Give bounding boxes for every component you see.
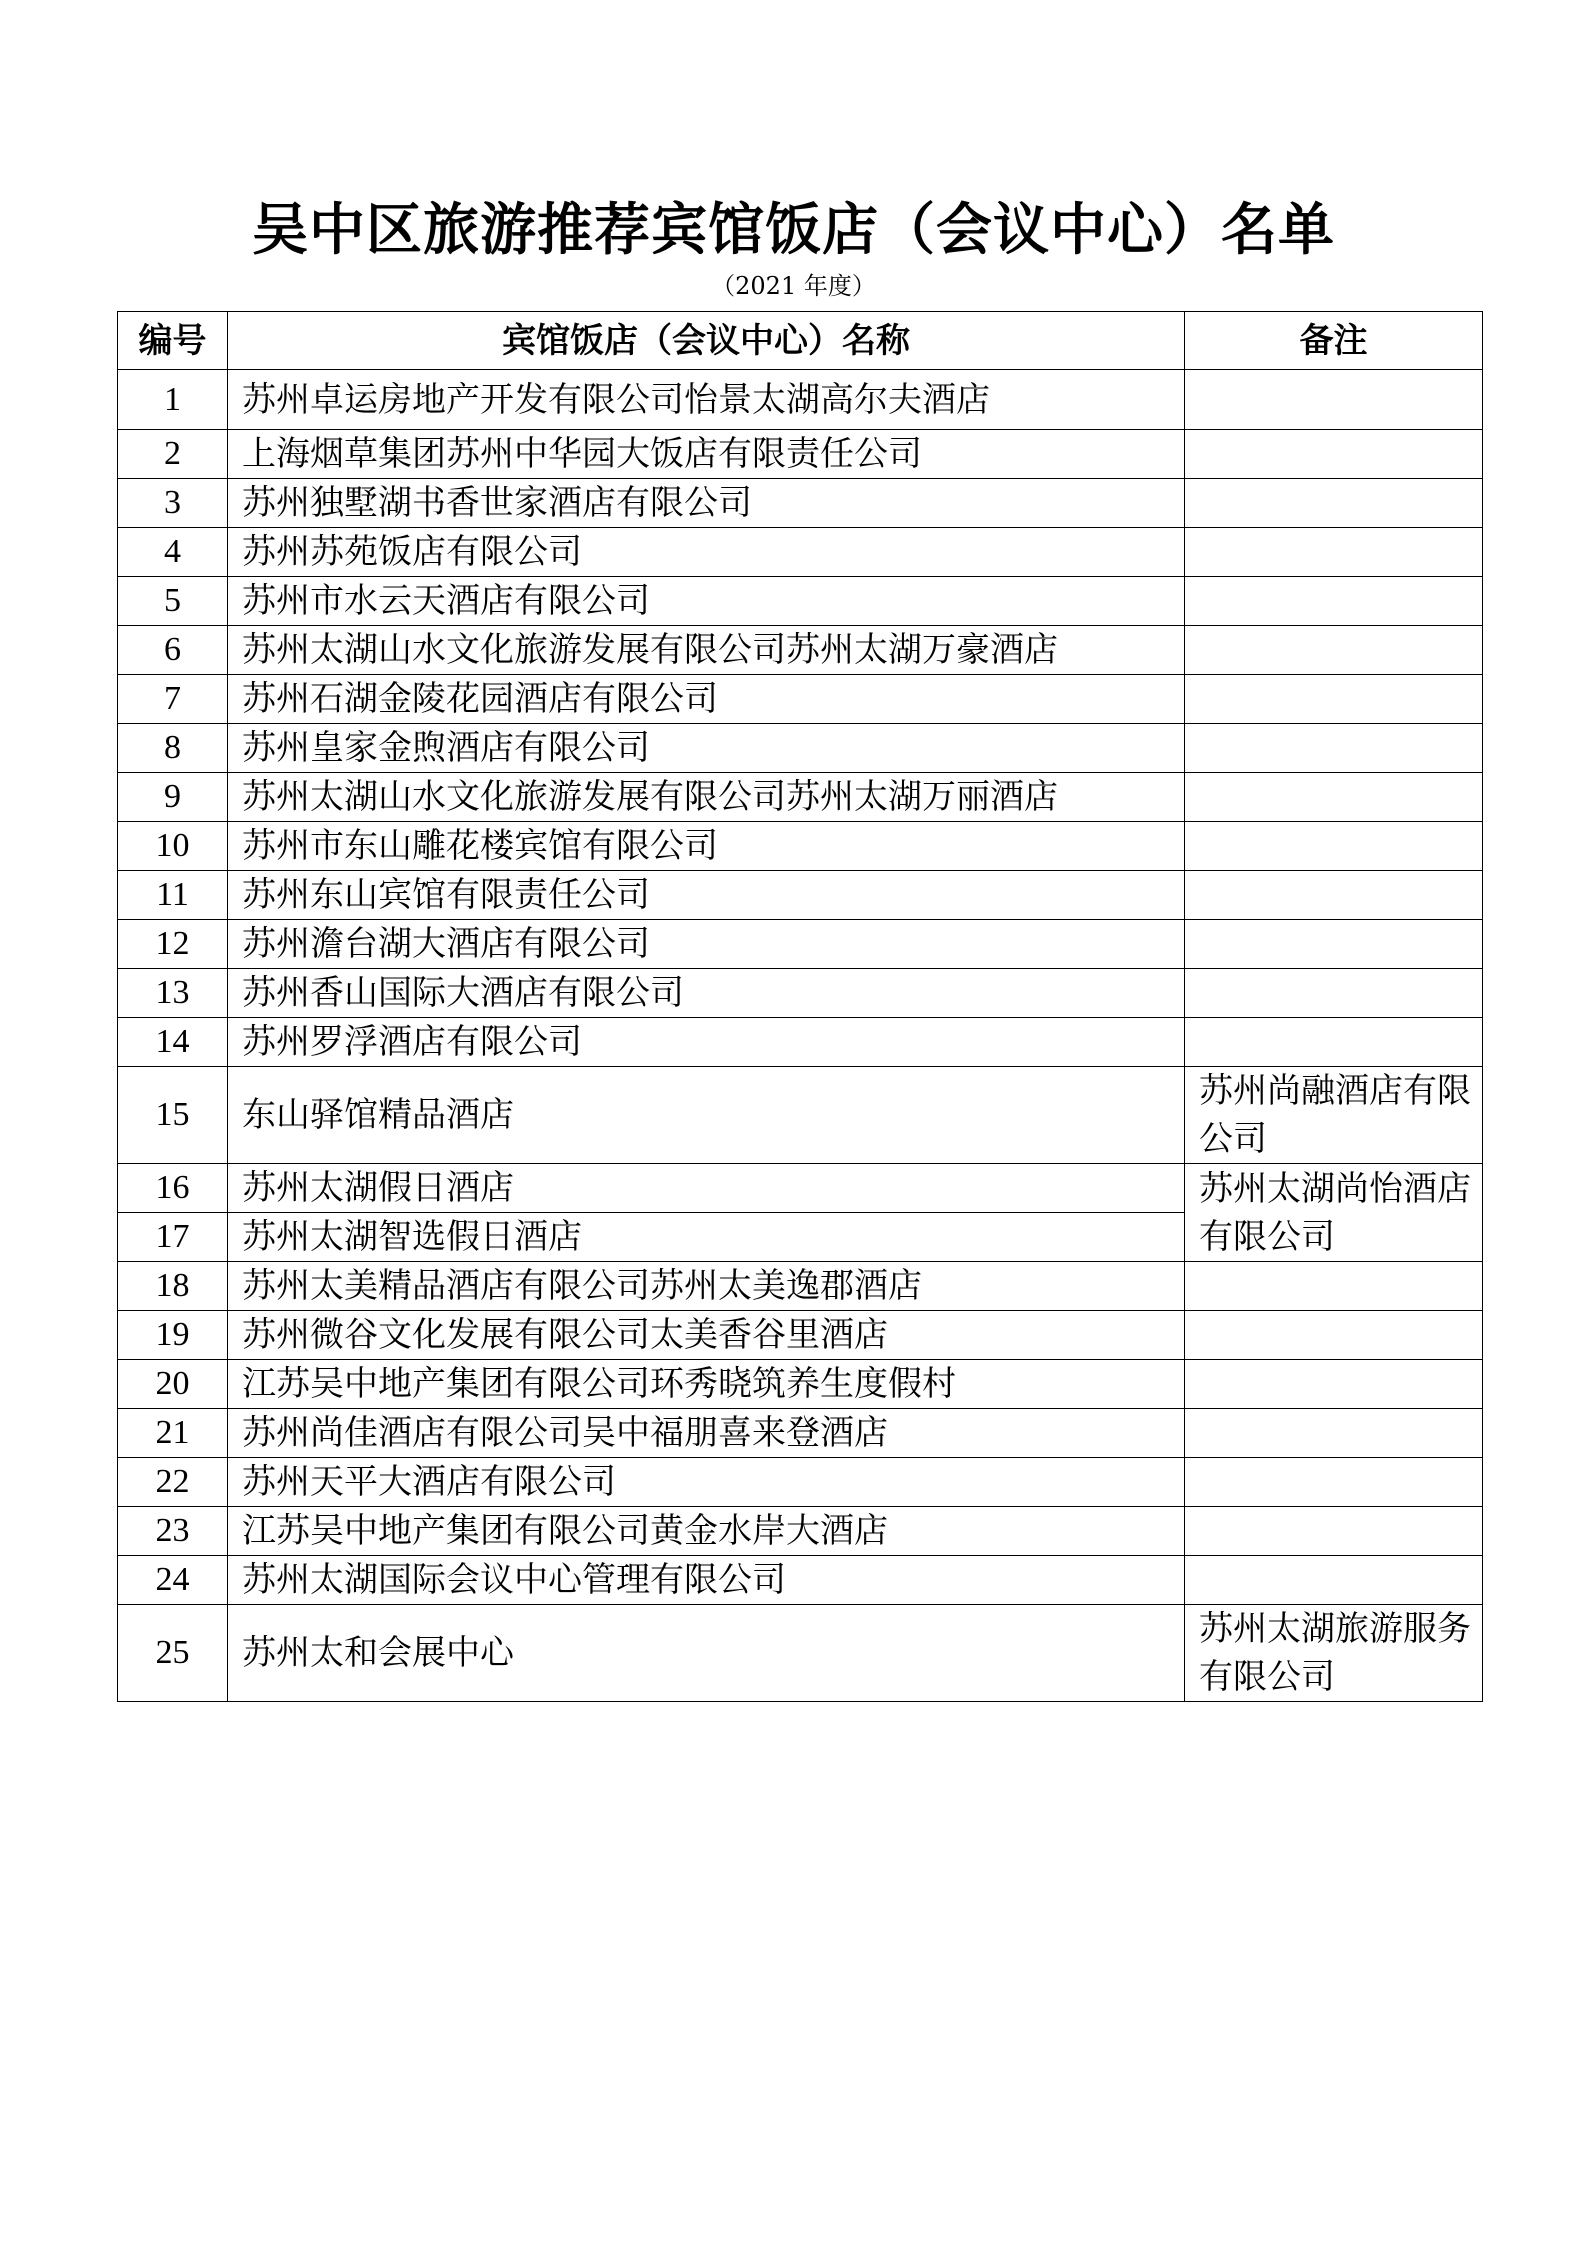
row-number: 13: [118, 969, 228, 1018]
row-name: 苏州太美精品酒店有限公司苏州太美逸郡酒店: [228, 1262, 1185, 1311]
page-subtitle: （2021 年度）: [711, 272, 876, 300]
row-name: 江苏吴中地产集团有限公司黄金水岸大酒店: [228, 1507, 1185, 1556]
row-note: [1185, 528, 1483, 577]
table-row: [118, 1164, 1483, 1213]
row-number: 1: [118, 370, 228, 430]
table-row: [118, 773, 1483, 822]
header-number: 编号: [118, 312, 228, 370]
table-row: [118, 724, 1483, 773]
row-note-merged: 苏州太湖尚怡酒店有限公司: [1185, 1164, 1483, 1262]
table-row: [118, 1507, 1483, 1556]
table-row: [118, 577, 1483, 626]
table-row: [118, 370, 1483, 430]
table-row: [118, 626, 1483, 675]
table-header-row: [118, 312, 1483, 370]
row-note: [1185, 479, 1483, 528]
table-row: [118, 871, 1483, 920]
table-row: [118, 920, 1483, 969]
row-name: 苏州东山宾馆有限责任公司: [228, 871, 1185, 920]
row-name: 苏州微谷文化发展有限公司太美香谷里酒店: [228, 1311, 1185, 1360]
row-number: 14: [118, 1018, 228, 1067]
page-title: 吴中区旅游推荐宾馆饭店（会议中心）名单: [252, 197, 1335, 263]
row-name: 苏州市东山雕花楼宾馆有限公司: [228, 822, 1185, 871]
row-number: 16: [118, 1164, 228, 1213]
row-number: 3: [118, 479, 228, 528]
row-number: 2: [118, 430, 228, 479]
row-name: 苏州澹台湖大酒店有限公司: [228, 920, 1185, 969]
row-note: [1185, 1262, 1483, 1311]
row-number: 6: [118, 626, 228, 675]
table-row: [118, 528, 1483, 577]
row-name: 苏州太湖国际会议中心管理有限公司: [228, 1556, 1185, 1605]
row-name: 苏州太湖山水文化旅游发展有限公司苏州太湖万丽酒店: [228, 773, 1185, 822]
row-name: 上海烟草集团苏州中华园大饭店有限责任公司: [228, 430, 1185, 479]
table-row: [118, 675, 1483, 724]
row-note: [1185, 577, 1483, 626]
row-number: 8: [118, 724, 228, 773]
row-number: 10: [118, 822, 228, 871]
row-number: 19: [118, 1311, 228, 1360]
row-name: 苏州太湖智选假日酒店: [228, 1213, 1185, 1262]
row-note: [1185, 1409, 1483, 1458]
table-row: [118, 1018, 1483, 1067]
row-name: 东山驿馆精品酒店: [228, 1067, 1185, 1164]
row-note: [1185, 1556, 1483, 1605]
row-note: [1185, 626, 1483, 675]
row-name: 苏州天平大酒店有限公司: [228, 1458, 1185, 1507]
row-name: 苏州尚佳酒店有限公司吴中福朋喜来登酒店: [228, 1409, 1185, 1458]
row-note: [1185, 724, 1483, 773]
table-row: [118, 1409, 1483, 1458]
row-number: 22: [118, 1458, 228, 1507]
header-note: 备注: [1185, 312, 1483, 370]
table-row: [118, 969, 1483, 1018]
row-name: 江苏吴中地产集团有限公司环秀晓筑养生度假村: [228, 1360, 1185, 1409]
row-number: 12: [118, 920, 228, 969]
table-row: [118, 1311, 1483, 1360]
header-name: 宾馆饭店（会议中心）名称: [228, 312, 1185, 370]
row-name: 苏州石湖金陵花园酒店有限公司: [228, 675, 1185, 724]
row-number: 17: [118, 1213, 228, 1262]
table-row: [118, 1458, 1483, 1507]
row-number: 18: [118, 1262, 228, 1311]
row-note: [1185, 430, 1483, 479]
row-number: 23: [118, 1507, 228, 1556]
row-note: [1185, 370, 1483, 430]
table-row: [118, 479, 1483, 528]
row-name: 苏州皇家金煦酒店有限公司: [228, 724, 1185, 773]
row-note: [1185, 1360, 1483, 1409]
table-row: [118, 430, 1483, 479]
row-name: 苏州太湖假日酒店: [228, 1164, 1185, 1213]
row-note: [1185, 1507, 1483, 1556]
row-name: 苏州太和会展中心: [228, 1605, 1185, 1702]
table-row: [118, 1556, 1483, 1605]
row-name: 苏州太湖山水文化旅游发展有限公司苏州太湖万豪酒店: [228, 626, 1185, 675]
table-row: [118, 1360, 1483, 1409]
row-number: 9: [118, 773, 228, 822]
row-number: 24: [118, 1556, 228, 1605]
row-note: 苏州尚融酒店有限公司: [1185, 1067, 1483, 1164]
row-note: [1185, 871, 1483, 920]
row-note: [1185, 969, 1483, 1018]
row-number: 25: [118, 1605, 228, 1702]
row-note: 苏州太湖旅游服务有限公司: [1185, 1605, 1483, 1702]
row-number: 20: [118, 1360, 228, 1409]
hotel-list-table: [117, 311, 1483, 1702]
row-number: 11: [118, 871, 228, 920]
table-row: [118, 1067, 1483, 1164]
row-name: 苏州苏苑饭店有限公司: [228, 528, 1185, 577]
row-note: [1185, 920, 1483, 969]
row-number: 5: [118, 577, 228, 626]
table-row: [118, 1605, 1483, 1702]
row-note: [1185, 773, 1483, 822]
row-number: 21: [118, 1409, 228, 1458]
row-note: [1185, 1018, 1483, 1067]
table-row: [118, 822, 1483, 871]
row-number: 4: [118, 528, 228, 577]
row-number: 15: [118, 1067, 228, 1164]
row-name: 苏州罗浮酒店有限公司: [228, 1018, 1185, 1067]
row-name: 苏州独墅湖书香世家酒店有限公司: [228, 479, 1185, 528]
row-name: 苏州市水云天酒店有限公司: [228, 577, 1185, 626]
row-name: 苏州香山国际大酒店有限公司: [228, 969, 1185, 1018]
row-note: [1185, 1311, 1483, 1360]
row-note: [1185, 822, 1483, 871]
row-note: [1185, 1458, 1483, 1507]
row-name: 苏州卓运房地产开发有限公司怡景太湖高尔夫酒店: [228, 370, 1185, 430]
row-number: 7: [118, 675, 228, 724]
row-note: [1185, 675, 1483, 724]
table-row: [118, 1262, 1483, 1311]
